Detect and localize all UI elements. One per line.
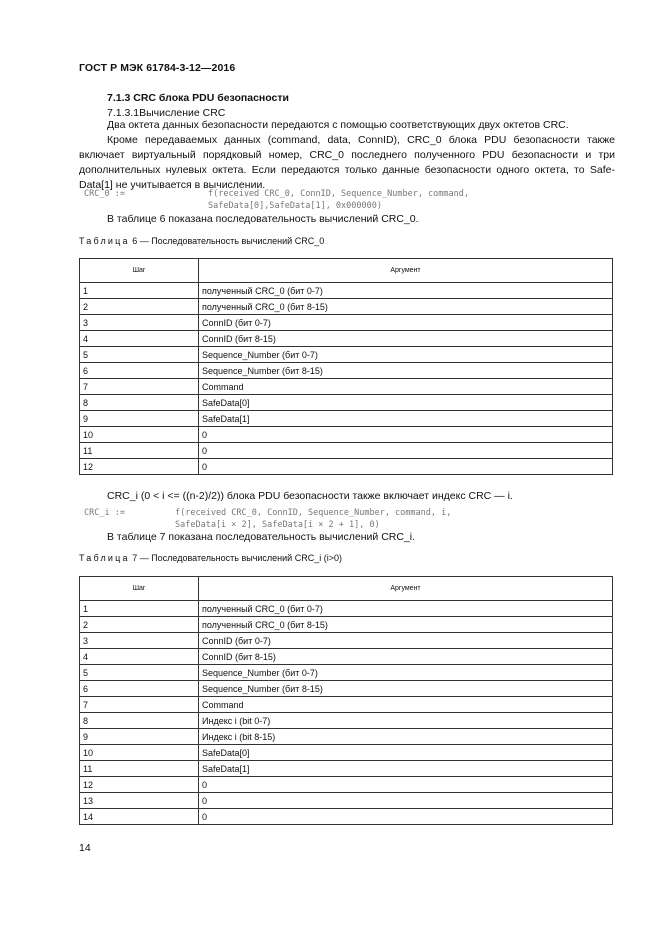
table-header-row bbox=[80, 259, 613, 283]
argument-cell: Индекс i (bit 8-15) bbox=[199, 729, 613, 745]
argument-cell: ConnID (бит 0-7) bbox=[199, 315, 613, 331]
paragraph-2: Кроме передаваемых данных (command, data, ConnID), CRC_0 блока PDU безопасности также включает виртуальный порядковый номер, CRC_0 последнего полученного PDU безопасности и три дополнительных нулевых октета. Если передаются только данные безопасности одного октета, то Safe-Data[1] не учитывается в вычислении. bbox=[79, 134, 615, 191]
step-cell: 10 bbox=[80, 427, 199, 443]
table-7-caption: Таблица 7 — Последовательность вычислений CRC_i (i>0) bbox=[79, 553, 342, 563]
formula-1-line-2: SafeData[0],SafeData[1], 0x000000) bbox=[208, 201, 382, 211]
step-cell: 8 bbox=[80, 713, 199, 729]
step-cell: 8 bbox=[80, 395, 199, 411]
table-row bbox=[80, 601, 613, 617]
step-cell: 3 bbox=[80, 315, 199, 331]
table-row bbox=[80, 697, 613, 713]
table-row bbox=[80, 745, 613, 761]
paragraph-5: В таблице 7 показана последовательность вычислений CRC_i. bbox=[107, 531, 416, 543]
table-row bbox=[80, 315, 613, 331]
step-cell: 9 bbox=[80, 411, 199, 427]
argument-cell: 0 bbox=[199, 427, 613, 443]
argument-cell: SafeData[0] bbox=[199, 745, 613, 761]
step-cell: 1 bbox=[80, 601, 199, 617]
table-row bbox=[80, 761, 613, 777]
paragraph-1: Два октета данных безопасности передаются с помощью соответствующих двух октетов CRC. bbox=[107, 119, 569, 131]
argument-cell: Sequence_Number (бит 0-7) bbox=[199, 665, 613, 681]
step-cell: 1 bbox=[80, 283, 199, 299]
table-header-row bbox=[80, 577, 613, 601]
section-title: 7.1.3 CRC блока PDU безопасности bbox=[107, 92, 289, 104]
table-row bbox=[80, 347, 613, 363]
subsection-title: 7.1.3.1Вычисление CRC bbox=[107, 107, 226, 119]
table-row bbox=[80, 649, 613, 665]
argument-cell: полученный CRC_0 (бит 8-15) bbox=[199, 299, 613, 315]
step-cell: 6 bbox=[80, 681, 199, 697]
paragraph-4: CRC_i (0 < i <= ((n-2)/2)) блока PDU безопасности также включает индекс CRC — i. bbox=[107, 490, 513, 502]
argument-cell: SafeData[1] bbox=[199, 411, 613, 427]
step-cell: 3 bbox=[80, 633, 199, 649]
argument-cell: 0 bbox=[199, 443, 613, 459]
table-row bbox=[80, 443, 613, 459]
table-row bbox=[80, 379, 613, 395]
step-cell: 10 bbox=[80, 745, 199, 761]
step-cell: 12 bbox=[80, 777, 199, 793]
table-row bbox=[80, 617, 613, 633]
table-row bbox=[80, 665, 613, 681]
argument-cell: Command bbox=[199, 697, 613, 713]
table-row bbox=[80, 777, 613, 793]
table-row bbox=[80, 283, 613, 299]
column-header-step: Шаг bbox=[80, 577, 199, 601]
argument-cell: Индекс i (bit 0-7) bbox=[199, 713, 613, 729]
table-row bbox=[80, 713, 613, 729]
step-cell: 4 bbox=[80, 649, 199, 665]
step-cell: 5 bbox=[80, 347, 199, 363]
table-6 bbox=[79, 258, 613, 475]
table-row bbox=[80, 633, 613, 649]
table-row bbox=[80, 411, 613, 427]
table-row bbox=[80, 809, 613, 825]
argument-cell: Sequence_Number (бит 0-7) bbox=[199, 347, 613, 363]
step-cell: 6 bbox=[80, 363, 199, 379]
step-cell: 14 bbox=[80, 809, 199, 825]
column-header-argument: Аргумент bbox=[199, 577, 613, 601]
argument-cell: полученный CRC_0 (бит 0-7) bbox=[199, 283, 613, 299]
formula-1-line-1: f(received CRC_0, ConnID, Sequence_Number, command, bbox=[208, 189, 469, 199]
step-cell: 13 bbox=[80, 793, 199, 809]
step-cell: 12 bbox=[80, 459, 199, 475]
table-row bbox=[80, 459, 613, 475]
column-header-argument: Аргумент bbox=[199, 259, 613, 283]
argument-cell: SafeData[1] bbox=[199, 761, 613, 777]
argument-cell: 0 bbox=[199, 459, 613, 475]
argument-cell: Sequence_Number (бит 8-15) bbox=[199, 363, 613, 379]
step-cell: 4 bbox=[80, 331, 199, 347]
argument-cell: ConnID (бит 8-15) bbox=[199, 331, 613, 347]
step-cell: 2 bbox=[80, 299, 199, 315]
argument-cell: Sequence_Number (бит 8-15) bbox=[199, 681, 613, 697]
table-row bbox=[80, 395, 613, 411]
formula-2-label: CRC_i := bbox=[84, 508, 125, 518]
argument-cell: 0 bbox=[199, 793, 613, 809]
formula-1-label: CRC_0 := bbox=[84, 189, 125, 199]
table-row bbox=[80, 299, 613, 315]
table-7 bbox=[79, 576, 613, 825]
table-row bbox=[80, 729, 613, 745]
argument-cell: SafeData[0] bbox=[199, 395, 613, 411]
step-cell: 9 bbox=[80, 729, 199, 745]
step-cell: 2 bbox=[80, 617, 199, 633]
table-row bbox=[80, 681, 613, 697]
table-row bbox=[80, 331, 613, 347]
argument-cell: 0 bbox=[199, 809, 613, 825]
table-row bbox=[80, 793, 613, 809]
step-cell: 7 bbox=[80, 379, 199, 395]
argument-cell: Command bbox=[199, 379, 613, 395]
step-cell: 11 bbox=[80, 443, 199, 459]
table-row bbox=[80, 427, 613, 443]
formula-2-line-2: SafeData[i × 2], SafeData[i × 2 + 1], 0) bbox=[175, 520, 380, 530]
table-row bbox=[80, 363, 613, 379]
argument-cell: 0 bbox=[199, 777, 613, 793]
formula-2-line-1: f(received CRC_0, ConnID, Sequence_Number, command, i, bbox=[175, 508, 452, 518]
argument-cell: ConnID (бит 8-15) bbox=[199, 649, 613, 665]
step-cell: 11 bbox=[80, 761, 199, 777]
column-header-step: Шаг bbox=[80, 259, 199, 283]
argument-cell: полученный CRC_0 (бит 0-7) bbox=[199, 601, 613, 617]
argument-cell: полученный CRC_0 (бит 8-15) bbox=[199, 617, 613, 633]
step-cell: 7 bbox=[80, 697, 199, 713]
paragraph-3: В таблице 6 показана последовательность вычислений CRC_0. bbox=[107, 213, 419, 225]
table-6-caption: Таблица 6 — Последовательность вычислений CRC_0 bbox=[79, 236, 325, 246]
page-number: 14 bbox=[79, 842, 91, 854]
step-cell: 5 bbox=[80, 665, 199, 681]
argument-cell: ConnID (бит 0-7) bbox=[199, 633, 613, 649]
document-header: ГОСТ Р МЭК 61784-3-12—2016 bbox=[79, 62, 236, 74]
